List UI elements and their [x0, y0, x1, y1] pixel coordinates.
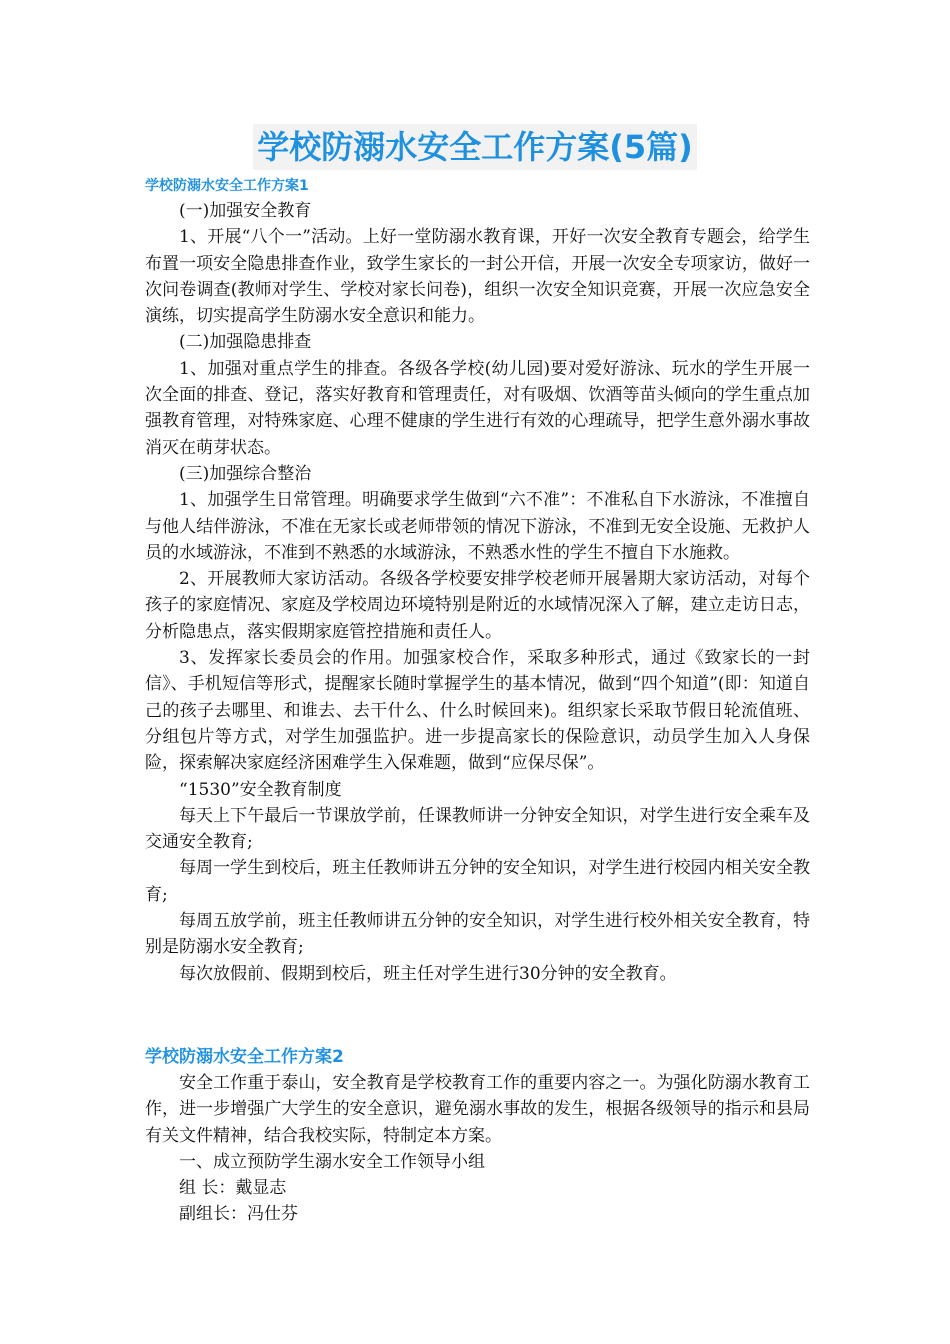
- section1-paragraph: (二)加强隐患排查: [179, 332, 312, 353]
- section1-paragraph: 1、开展“八个一”活动。上好一堂防溺水教育课，开好一次安全教育专题会，给学生布置一项安全隐患排查作业，致学生家长的一封公开信，开展一次安全专项家访，做好一次问卷调查(教师对学生、学校对家长问卷)，组织一次安全知识竞赛，开展一次应急安全演练，切实提高学生防溺水安全意识和能力。: [145, 227, 810, 327]
- section1-paragraph: 2、开展教师大家访活动。各级各学校要安排学校老师开展暑期大家访活动，对每个孩子的家庭情况、家庭及学校周边环境特别是附近的水域情况深入了解，建立走访日志，分析隐患点，落实假期家庭管控措施和责任人。: [145, 569, 810, 642]
- section2-paragraph: 安全工作重于泰山，安全教育是学校教育工作的重要内容之一。为强化防溺水教育工作，进一步增强广大学生的安全意识，避免溺水事故的发生，根据各级领导的指示和县局有关文件精神，结合我校实际，特制定本方案。: [145, 1073, 810, 1146]
- section1-paragraph: 1、加强对重点学生的排查。各级各学校(幼儿园)要对爱好游泳、玩水的学生开展一次全面的排查、登记，落实好教育和管理责任，对有吸烟、饮酒等苗头倾向的学生重点加强教育管理，对特殊家庭、心理不健康的学生进行有效的心理疏导，把学生意外溺水事故消灭在萌芽状态。: [145, 358, 810, 458]
- section1-paragraph: 每周一学生到校后，班主任教师讲五分钟的安全知识，对学生进行校园内相关安全教育;: [145, 858, 810, 905]
- section1-body: [145, 198, 810, 987]
- section1-paragraph: 1、加强学生日常管理。明确要求学生做到“六不准”：不准私自下水游泳，不准擅自与他人结伴游泳，不准在无家长或老师带领的情况下游泳，不准到无安全设施、无救护人员的水域游泳，不准到不熟悉的水域游泳，不熟悉水性的学生不擅自下水施救。: [145, 490, 810, 563]
- section1-paragraph: “1530”安全教育制度: [179, 779, 342, 800]
- section1-paragraph: (三)加强综合整治: [179, 463, 312, 484]
- section1-paragraph: (一)加强安全教育: [179, 201, 312, 221]
- section1-heading[interactable]: 学校防溺水安全工作方案1: [145, 178, 309, 194]
- title-wrap: [0, 124, 950, 170]
- section2-body: [145, 1070, 810, 1228]
- section2-paragraph: 一、成立预防学生溺水安全工作领导小组: [179, 1151, 485, 1172]
- section1-paragraph: 每周五放学前，班主任教师讲五分钟的安全知识，对学生进行校外相关安全教育，特别是防溺水安全教育;: [145, 911, 810, 958]
- document-title: 学校防溺水安全工作方案(5篇): [253, 124, 697, 170]
- section1-paragraph: 每次放假前、假期到校后，班主任对学生进行30分钟的安全教育。: [179, 963, 677, 984]
- section2-paragraph: 组 长：戴显志: [179, 1178, 287, 1199]
- section2-paragraph: 副组长：冯仕芬: [179, 1204, 298, 1225]
- section1-paragraph: 3、发挥家长委员会的作用。加强家校合作，采取多种形式，通过《致家长的一封信》、手机短信等形式，提醒家长随时掌握学生的基本情况，做到“四个知道”(即：知道自己的孩子去哪里、和谁去、去干什么、什么时候回来)。组织家长采取节假日轮流值班、分组包片等方式，对学生加强监护。进一步提高家长的保险意识，动员学生加入人身保险，探索解决家庭经济困难学生入保难题，做到“应保尽保”。: [145, 648, 810, 774]
- section2-heading[interactable]: 学校防溺水安全工作方案2: [145, 1047, 344, 1067]
- section1-paragraph: 每天上下午最后一节课放学前，任课教师讲一分钟安全知识，对学生进行安全乘车及交通安全教育;: [145, 805, 810, 853]
